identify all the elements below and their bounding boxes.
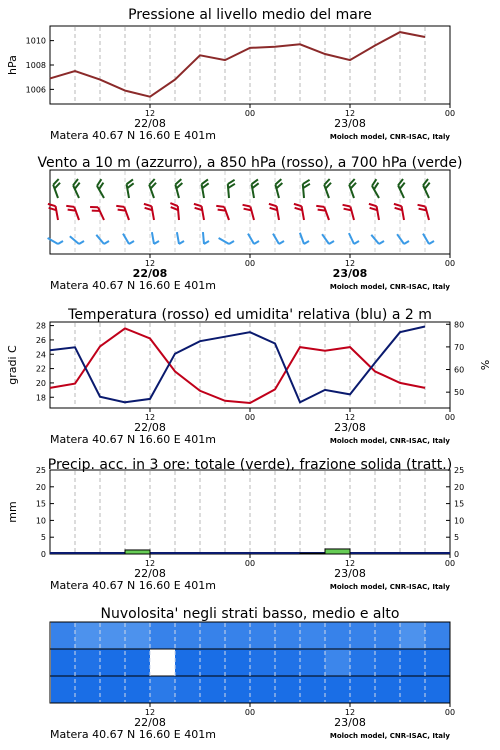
x-tick-label: 12 [144, 259, 156, 268]
cloud-cell [275, 676, 300, 703]
location-label: Matera 40.67 N 16.60 E 401m [50, 129, 216, 142]
wind-barb-850hpa-feather [369, 204, 377, 206]
cloud-cell [250, 649, 275, 676]
y-tick-label: 0 [40, 550, 46, 559]
wind-barb-10m-feather [379, 241, 384, 244]
cloud-cell [200, 622, 225, 649]
cloud-cell [75, 622, 100, 649]
cloud-cell [425, 676, 450, 703]
location-label: Matera 40.67 N 16.60 E 401m [50, 433, 216, 446]
cloud-cell [150, 649, 175, 676]
wind-barb-700hpa-feather [372, 179, 376, 186]
wind-barb-10m [70, 236, 79, 244]
y-tick-label: 20 [35, 482, 46, 492]
x-tick-label: 00 [244, 559, 256, 568]
wind-barb-850hpa [56, 206, 58, 220]
y-axis-label: gradi C [6, 345, 19, 385]
wind-barb-850hpa-feather [116, 206, 124, 207]
cloud-cell [400, 649, 425, 676]
wind-barb-850hpa-feather [269, 204, 277, 206]
date-label: 23/08 [332, 267, 368, 280]
y-tick-label: 1008 [25, 61, 46, 70]
cloud-cell [125, 676, 150, 703]
wind-barb-10m [300, 233, 304, 244]
wind-barb-700hpa-feather [228, 184, 235, 188]
model-label: Moloch model, CNR-ISAC, Italy [329, 732, 450, 740]
wind-barb-850hpa [425, 206, 429, 220]
x-tick-label: 12 [144, 413, 156, 422]
wind-barb-850hpa-feather [216, 206, 224, 207]
cloud-cell [150, 622, 175, 649]
cloud-cell [275, 649, 300, 676]
y-tick-label: 15 [35, 499, 46, 509]
cloud-cell [250, 622, 275, 649]
wind-barb-700hpa-feather [303, 184, 310, 188]
wind-barb-10m [177, 232, 179, 244]
cloud-cell [100, 622, 125, 649]
cloud-cell [75, 676, 100, 703]
chart-title: Vento a 10 m (azzurro), a 850 hPa (rosso), a 700 hPa (verde) [37, 155, 463, 171]
cloud-cell [100, 676, 125, 703]
wind-barb-700hpa-feather [97, 179, 101, 186]
precip-bar [125, 550, 150, 554]
cloud-cell [200, 676, 225, 703]
wind-barb-850hpa [277, 206, 279, 220]
wind-barb-850hpa [377, 206, 379, 220]
cloud-cell [275, 622, 300, 649]
cloud-cell [375, 676, 400, 703]
wind-barb-850hpa-feather [316, 206, 324, 207]
date-label: 22/08 [132, 267, 168, 280]
wind-barb-10m [273, 234, 279, 244]
wind-barb-10m-feather [254, 241, 259, 244]
wind-barb-850hpa-feather [144, 204, 152, 206]
x-tick-label: 12 [344, 413, 356, 422]
wind-barb-850hpa-feather [218, 210, 226, 211]
wind-barb-850hpa-feather [294, 204, 302, 206]
x-tick-label: 00 [244, 259, 256, 268]
model-label: Moloch model, CNR-ISAC, Italy [329, 133, 450, 141]
cloud-cell [375, 649, 400, 676]
location-label: Matera 40.67 N 16.60 E 401m [50, 279, 216, 292]
cloud-cell [75, 649, 100, 676]
x-tick-label: 12 [144, 109, 156, 118]
date-label: 22/08 [134, 567, 166, 580]
wind-barb-10m-feather [404, 241, 409, 244]
wind-barb-850hpa [202, 206, 204, 220]
cloud-cell [150, 676, 175, 703]
cloud-cell [300, 622, 325, 649]
wind-barb-850hpa-feather [394, 204, 402, 206]
temperature-line [50, 328, 425, 403]
wind-barb-10m [322, 234, 329, 244]
date-label: 23/08 [334, 567, 366, 580]
x-tick-label: 00 [444, 259, 456, 268]
y-tick-label: 24 [35, 350, 46, 360]
model-label: Moloch model, CNR-ISAC, Italy [329, 283, 450, 291]
cloud-cell [51, 622, 75, 649]
date-label: 22/08 [134, 716, 166, 729]
x-tick-label: 12 [344, 109, 356, 118]
date-label: 23/08 [334, 716, 366, 729]
cloud-cell [125, 622, 150, 649]
wind-barb-850hpa [350, 206, 354, 220]
wind-barb-10m [48, 238, 58, 244]
wind-barb-850hpa-feather [48, 204, 56, 206]
chart-title: Precip. acc. in 3 ore: totale (verde), frazione solida (tratt.) [47, 457, 453, 473]
y-tick-label-right: 10 [454, 516, 465, 526]
y-tick-label-right: 5 [454, 533, 460, 543]
cloud-cell [225, 622, 250, 649]
cloud-cell [225, 676, 250, 703]
cloud-cell [225, 649, 250, 676]
wind-barb-10m-feather [154, 241, 159, 244]
wind-barb-10m-feather [279, 241, 284, 244]
cloud-cell [325, 649, 350, 676]
y-tick-label: 5 [40, 533, 46, 543]
x-tick-label: 00 [444, 559, 456, 568]
cloud-cell [375, 622, 400, 649]
y-tick-label: 18 [35, 393, 46, 403]
precip-bar [300, 553, 325, 554]
wind-barb-850hpa-feather [194, 204, 202, 206]
y-tick-label-right: 25 [454, 466, 465, 475]
cloud-cell [51, 649, 75, 676]
y-tick-label-right: 80 [454, 320, 465, 330]
x-tick-label: 12 [144, 559, 156, 568]
x-tick-label: 00 [244, 708, 256, 717]
y-tick-label-right: 60 [454, 365, 465, 375]
wind-barb-10m [248, 234, 254, 244]
wind-barb-850hpa-feather [68, 210, 76, 211]
cloud-cell [350, 622, 375, 649]
wind-barb-10m-feather [129, 241, 134, 244]
cloud-cell [300, 676, 325, 703]
precip-bar [325, 549, 350, 554]
y-axis-label: hPa [6, 55, 19, 75]
wind-barb-700hpa-feather [303, 180, 310, 184]
cloud-cell [125, 649, 150, 676]
wind-barb-10m-feather [329, 241, 334, 244]
wind-barb-850hpa [98, 207, 104, 220]
wind-barb-700hpa [228, 184, 229, 198]
cloud-cell [300, 649, 325, 676]
wind-barb-850hpa-feather [118, 210, 126, 211]
cloud-cell [325, 622, 350, 649]
y-tick-label: 1006 [25, 85, 46, 95]
y-tick-label: 26 [35, 335, 46, 345]
y-tick-label: 25 [35, 466, 46, 475]
wind-barb-10m [152, 232, 154, 244]
pressure-line [50, 32, 425, 97]
x-tick-label: 00 [244, 413, 256, 422]
model-label: Moloch model, CNR-ISAC, Italy [329, 583, 450, 591]
y-tick-label: 10 [35, 516, 46, 526]
y-axis-label: mm [6, 501, 19, 523]
cloud-cell [350, 676, 375, 703]
cloud-cell [250, 676, 275, 703]
x-tick-label: 12 [344, 559, 356, 568]
chart-title: Temperatura (rosso) ed umidita' relativa (blu) a 2 m [68, 307, 432, 323]
x-tick-label: 00 [444, 109, 456, 118]
wind-barb-10m-feather [179, 241, 184, 244]
y-tick-label: 20 [35, 378, 46, 388]
date-label: 23/08 [334, 421, 366, 434]
wind-barb-10m-feather [58, 241, 63, 244]
x-tick-label: 12 [344, 259, 356, 268]
date-label: 23/08 [334, 117, 366, 130]
cloud-cell [325, 676, 350, 703]
cloud-cell [425, 649, 450, 676]
chart-title: Pressione al livello medio del mare [128, 7, 372, 23]
y-tick-label: 22 [35, 364, 46, 374]
wind-barb-10m-feather [79, 241, 84, 244]
location-label: Matera 40.67 N 16.60 E 401m [50, 728, 216, 741]
cloud-cell [175, 622, 200, 649]
wind-barb-850hpa-feather [66, 206, 74, 207]
wind-barb-850hpa-feather [418, 205, 426, 207]
wind-barb-850hpa [152, 206, 154, 220]
y-axis-label-right: % [479, 359, 492, 371]
wind-barb-700hpa [303, 184, 304, 198]
chart-title: Nuvolosita' negli strati basso, medio e alto [100, 606, 400, 622]
wind-barb-850hpa-feather [343, 205, 351, 207]
y-tick-label-right: 15 [454, 499, 465, 509]
wind-barb-10m [423, 234, 429, 244]
wind-barb-10m [203, 232, 204, 244]
cloud-cell [175, 676, 200, 703]
wind-barb-10m [219, 238, 229, 244]
y-tick-label: 28 [35, 321, 46, 331]
location-label: Matera 40.67 N 16.60 E 401m [50, 579, 216, 592]
wind-barb-10m-feather [304, 241, 309, 244]
wind-barb-850hpa [402, 206, 404, 220]
wind-barb-10m [123, 234, 129, 244]
cloud-cell [100, 649, 125, 676]
x-tick-label: 00 [444, 413, 456, 422]
wind-barb-850hpa [250, 206, 254, 220]
wind-barb-850hpa-feather [318, 210, 326, 211]
cloud-cell [51, 676, 75, 703]
x-tick-label: 00 [444, 708, 456, 717]
wind-barb-850hpa-feather [243, 205, 251, 207]
y-tick-label: 1010 [25, 36, 46, 46]
wind-barb-850hpa-feather [170, 203, 177, 206]
cloud-cell [175, 649, 200, 676]
y-tick-label-right: 50 [454, 388, 465, 398]
wind-barb-10m [397, 234, 404, 244]
cloud-cell [425, 622, 450, 649]
y-tick-label-right: 70 [454, 342, 465, 352]
cloud-cell [400, 676, 425, 703]
wind-barb-850hpa [178, 206, 179, 220]
date-label: 22/08 [134, 117, 166, 130]
wind-barb-850hpa [302, 206, 304, 220]
wind-barb-10m-feather [104, 241, 109, 244]
wind-barb-10m-feather [429, 241, 434, 244]
x-tick-label: 12 [144, 708, 156, 717]
date-label: 22/08 [134, 421, 166, 434]
cloud-cell [350, 649, 375, 676]
wind-barb-10m-feather [354, 241, 359, 244]
y-tick-label-right: 20 [454, 482, 465, 492]
x-tick-label: 12 [344, 708, 356, 717]
cloud-cell [200, 649, 225, 676]
y-tick-label-right: 0 [454, 550, 460, 559]
model-label: Moloch model, CNR-ISAC, Italy [329, 437, 450, 445]
wind-barb-700hpa-feather [228, 180, 235, 184]
x-tick-label: 00 [244, 109, 256, 118]
wind-barb-10m-feather [229, 241, 234, 244]
cloud-cell [400, 622, 425, 649]
